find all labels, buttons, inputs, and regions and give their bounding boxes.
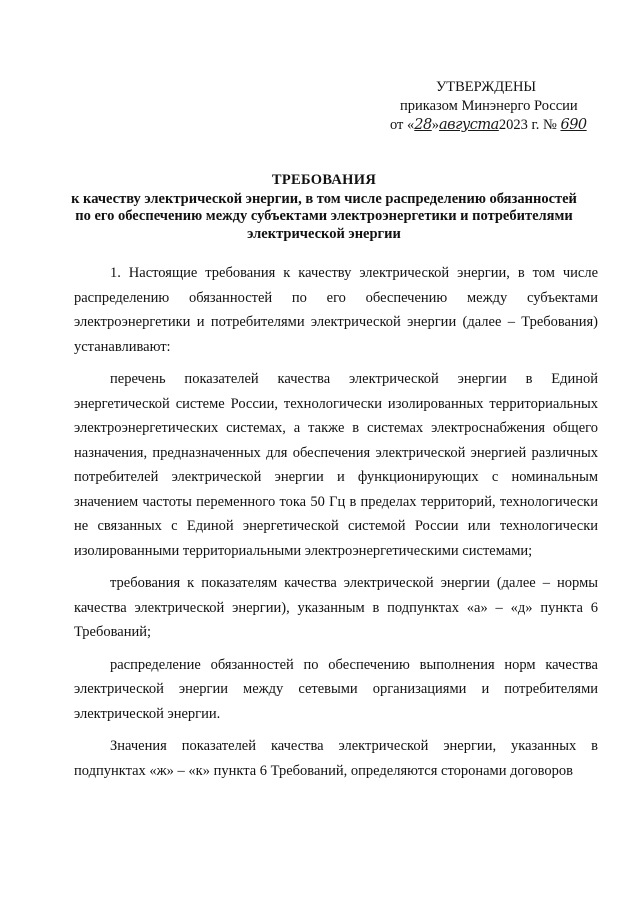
approval-heading: УТВЕРЖДЕНЫ xyxy=(436,79,537,95)
date-prefix: от « xyxy=(390,117,415,133)
approval-stamp xyxy=(390,78,610,135)
handwritten-number: 690 xyxy=(560,117,587,133)
paragraph-2: перечень показателей качества электрической энергии в Единой энергетической системе России, технологически изолированных территориальных электроэнергетических системах, а также в системах электроснабжения общего назначения, предназначенных для обеспечения электрической энергией различных потребителей электрической энергии и функционирующих с номинальным значением частоты переменного тока 50 Гц в пределах территорий, технологически не связанных с Единой энергетической системой России или технологически изолированными территориальными электроэнергетическими системами; xyxy=(74,371,598,559)
date-year: 2023 г. № xyxy=(498,117,557,133)
date-mid: » xyxy=(431,117,439,133)
document-title xyxy=(60,172,588,243)
handwritten-day: 28 xyxy=(414,117,432,133)
approval-order: приказом Минэнерго России xyxy=(400,98,578,114)
paragraph-4: распределение обязанностей по обеспечению выполнения норм качества электрической энергии между сетевыми организациями и потребителями электрической энергии. xyxy=(74,656,598,722)
title-line-2: по его обеспечению между субъектами электроэнергетики и потребителями xyxy=(75,208,573,224)
title-line-1: к качеству электрической энергии, в том числе распределению обязанностей xyxy=(71,190,577,207)
title-line-3: электрической энергии xyxy=(247,225,401,242)
paragraph-3: требования к показателям качества электрической энергии (далее – нормы качества электрической энергии), указанным в подпунктах «а» – «д» пункта 6 Требований; xyxy=(74,575,598,640)
document-body xyxy=(74,261,598,791)
title-main: ТРЕБОВАНИЯ xyxy=(271,172,377,188)
handwritten-month: августа xyxy=(438,117,499,133)
paragraph-1: 1. Настоящие требования к качеству электрической энергии, в том числе распределению обязанностей по его обеспечению между субъектами электроэнергетики и потребителями электрической энергии (далее – Требования) устанавливают: xyxy=(74,265,598,355)
paragraph-5: Значения показателей качества электрической энергии, указанных в подпунктах «ж» – «к» пункта 6 Требований, определяются сторонами договоров xyxy=(74,738,598,779)
approval-date-number xyxy=(390,116,610,135)
